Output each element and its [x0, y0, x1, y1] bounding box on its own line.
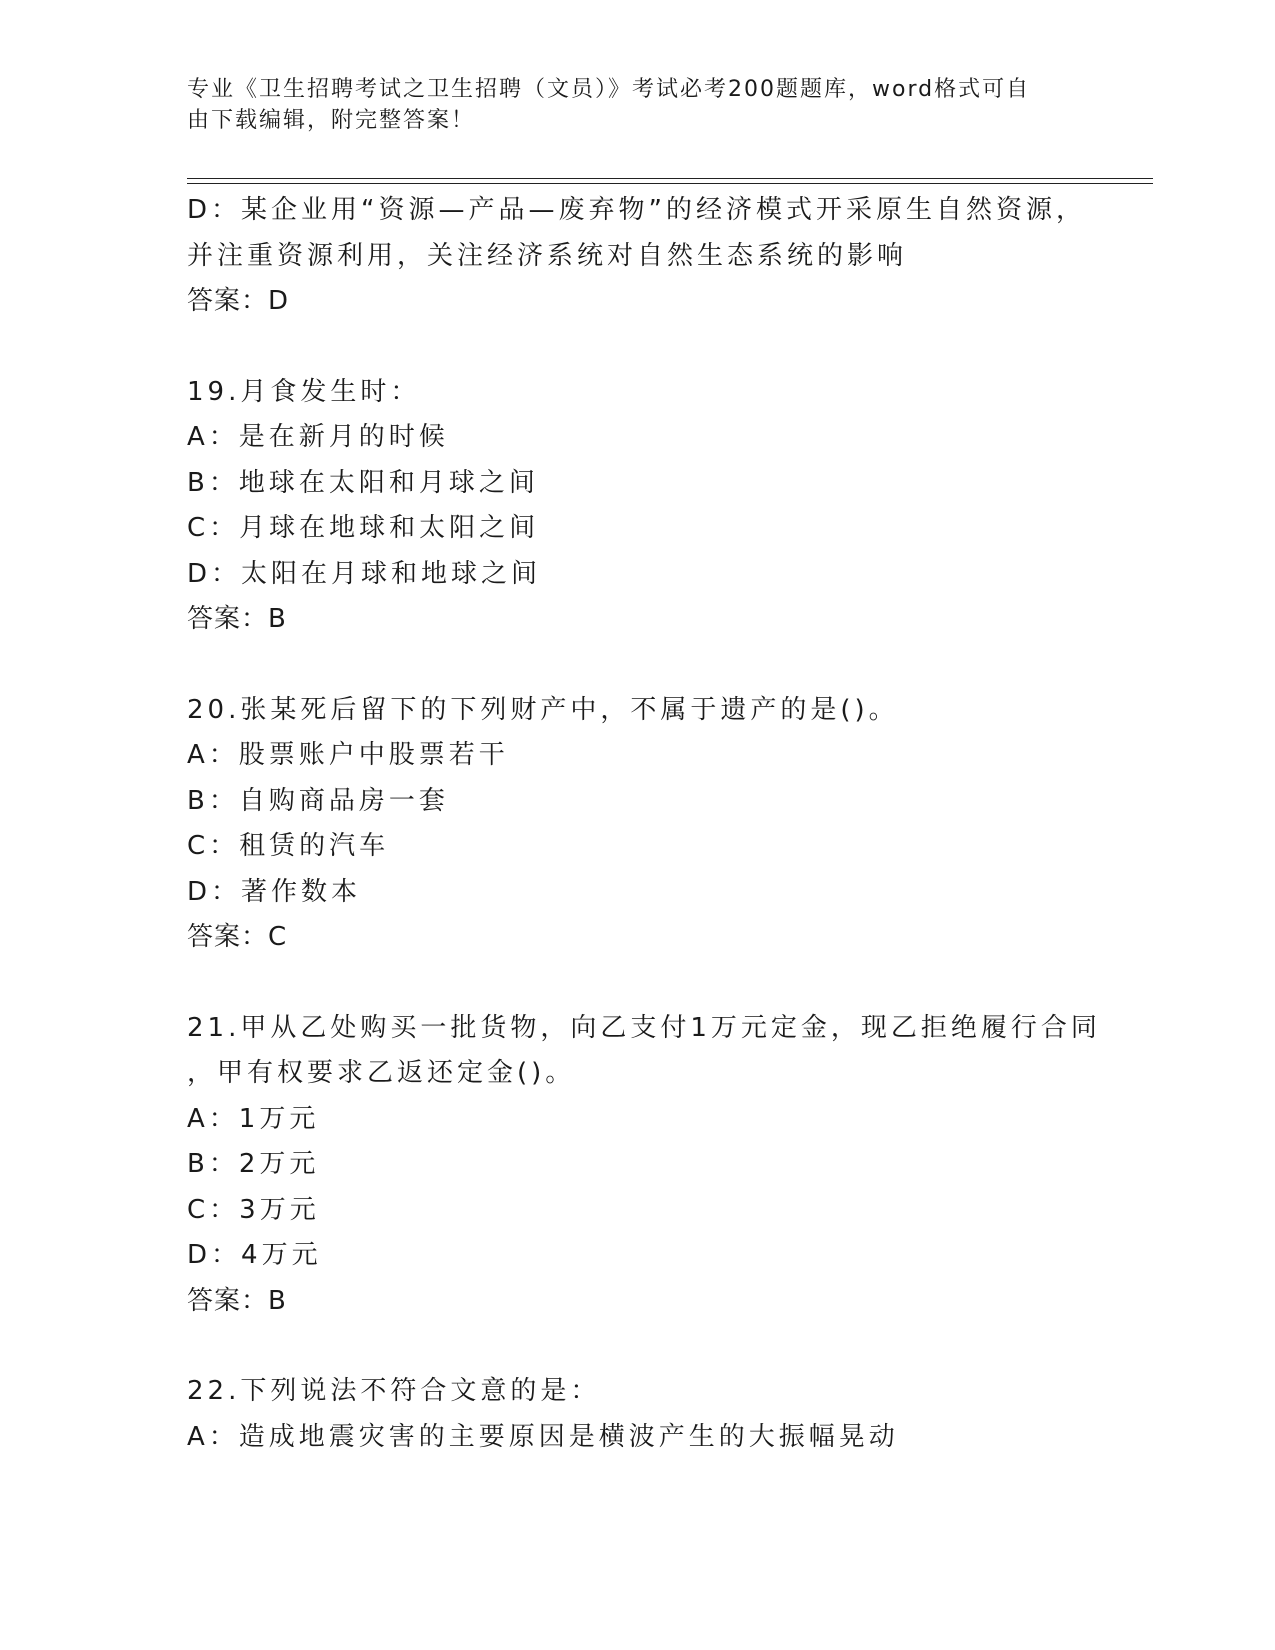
document-header: [187, 74, 1067, 136]
option-b: B：自购商品房一套: [187, 785, 449, 816]
question-stem: 19.月食发生时：: [187, 376, 421, 407]
option-c: C：月球在地球和太阳之间: [187, 513, 540, 543]
question-gap: [187, 961, 1087, 1006]
question-21: [187, 1006, 1101, 1325]
question-gap: [187, 325, 1087, 370]
header-line-1: 专业《卫生招聘考试之卫生招聘（文员）》考试必考200题题库，word格式可自: [187, 77, 1031, 102]
question-list: [187, 188, 1101, 1460]
question-gap: [187, 1324, 1087, 1369]
option-d: D：4万元: [187, 1240, 322, 1270]
option-a: A：造成地震灾害的主要原因是横波产生的大振幅晃动: [187, 1421, 899, 1452]
header-divider-top: [187, 178, 1153, 179]
option-c: C：3万元: [187, 1194, 320, 1225]
question-gap: [187, 643, 1087, 688]
option-b: B：2万元: [187, 1149, 320, 1179]
option-a: A：1万元: [187, 1103, 320, 1134]
option-d: D：太阳在月球和地球之间: [187, 558, 542, 589]
question-20: [187, 688, 1087, 961]
question-22: [187, 1369, 1087, 1460]
header-divider-bottom: [187, 183, 1153, 184]
question-stem: 22.下列说法不符合文意的是：: [187, 1376, 601, 1406]
answer-21: 答案：B: [187, 1285, 287, 1316]
option-d-line-2: 并注重资源利用，关注经济系统对自然生态系统的影响: [187, 240, 908, 271]
option-b: B：地球在太阳和月球之间: [187, 467, 539, 498]
question-18-continued: [187, 188, 1087, 325]
answer-20: 答案：C: [187, 922, 288, 952]
option-d-line-1: D：某企业用“资源—产品—废弃物”的经济模式开采原生自然资源，: [187, 195, 1086, 225]
answer-18: 答案：D: [187, 286, 290, 316]
question-stem-line-1: 21.甲从乙处购买一批货物，向乙支付1万元定金，现乙拒绝履行合同: [187, 1012, 1101, 1043]
question-stem-line-2: ，甲有权要求乙返还定金()。: [187, 1058, 576, 1088]
option-a: A：股票账户中股票若干: [187, 740, 509, 770]
answer-19: 答案：B: [187, 604, 287, 634]
question-stem: 20.张某死后留下的下列财产中，不属于遗产的是()。: [187, 694, 899, 725]
option-a: A：是在新月的时候: [187, 422, 449, 452]
question-19: [187, 370, 1087, 643]
option-c: C：租赁的汽车: [187, 831, 390, 861]
header-line-2: 由下载编辑，附完整答案！: [187, 108, 476, 133]
option-d: D：著作数本: [187, 876, 362, 907]
